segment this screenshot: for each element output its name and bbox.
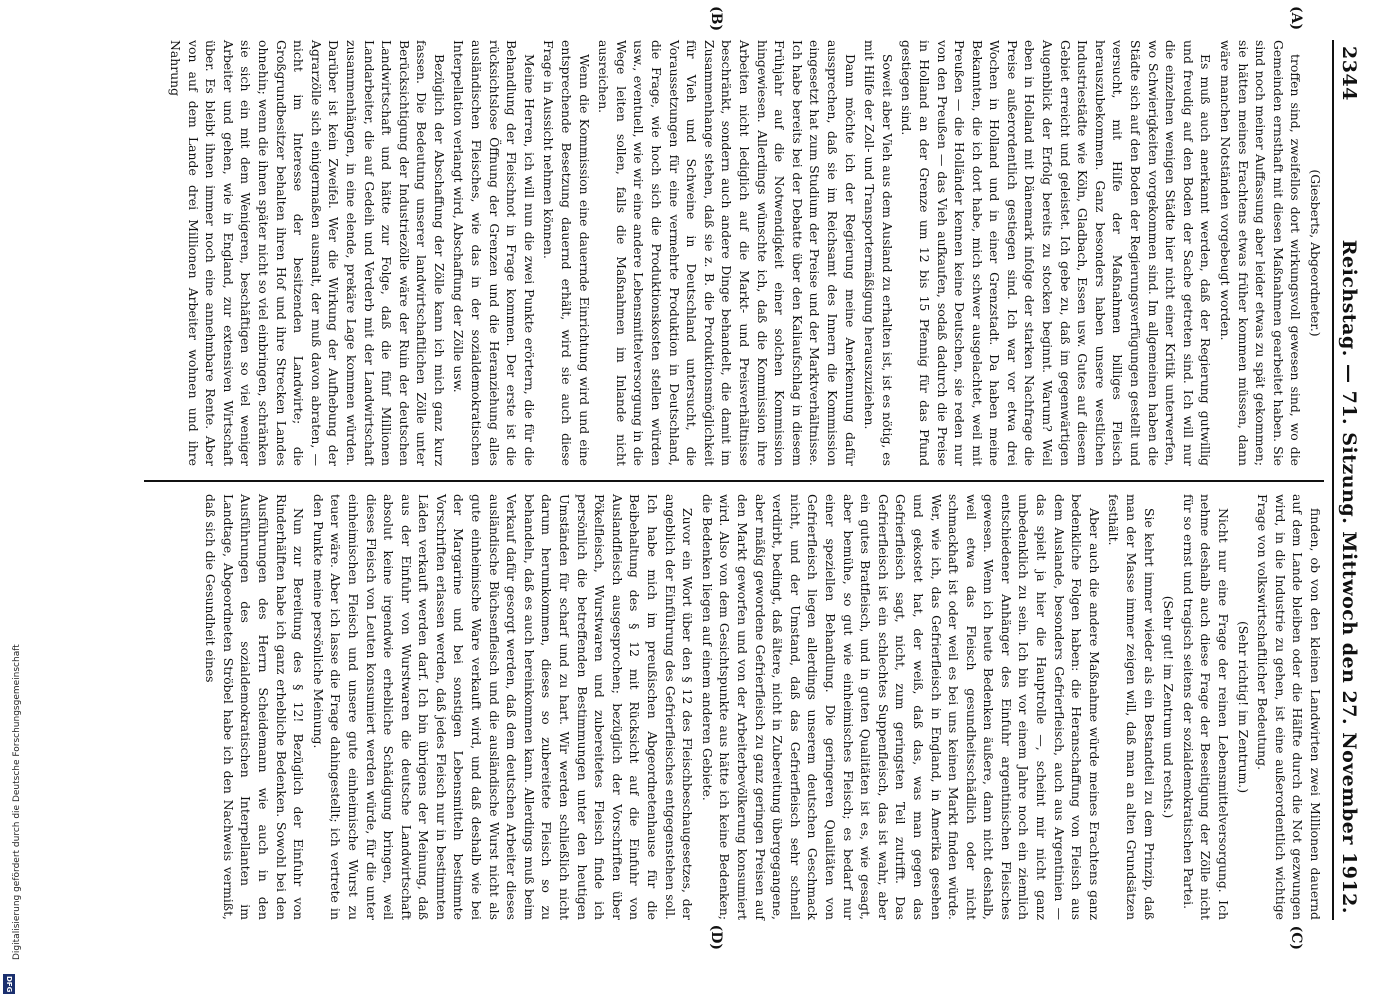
paragraph: Dann möchte ich der Regierung meine Anerkennung dafür aussprechen, daß sie im Reichsamt des Innern die Kommission eingesetzt hat zum Studium der Preise und der Marktverhältnisse. Ich habe bereits bei der Debatte über den Kaliaufschlag in diesem Frühjahr auf die Notwendigkeit einer solchen Kommission hingewiesen. Allerdings wünschte ich, daß die Kommission ihre Arbeiten nicht lediglich auf die Markt- und Preisverhältnisse beschränkt, sondern auch andere Dinge behandelt, die damit im Zusammenhange stehen, daß sie z. B. die Produktionsmöglichkeit für Vieh und Schweine in Deutschland untersucht, die Voraussetzungen für eine vermehrte Produktion in Deutschland, die Frage, wie hoch sich die Produktionskosten stellen würden usw., eventuell, wie wir eine andere Lebensmittelversorgung in die Wege leiten sollen, falls die Maßnahmen im Inlande nicht ausreichen. <box>596 40 858 466</box>
margin-marker-c: (C) <box>1288 925 1304 950</box>
paragraph: Zuvor ein Wort über den § 12 des Fleischbeschaugesetzes, der angeblich der Einführung des Gefrierfleisches entgegenstehen soll. Ich habe mich im preußischen Abgeordnetenhause für die Beibehaltung des § 12 mit Rücksicht auf die Einfuhr von Auslandfleisch ausgesprochen; bezüglich der Vorschriften über Pökelfleisch, Wurstwaren und zubereitetes Fleisch finde ich persönlich die betreffenden Bestimmungen unter den heutigen Umständen für scharf und zu hart. Wir werden schließlich nicht darum herumkommen, dieses so zubereitete Fleisch so zu behandeln, daß es auch hereinkommen kann. Allerdings muß beim Verkauf dafür gesorgt werden, daß dem deutschen Arbeiter dieses ausländische Büchsenfleisch und die ausländische Wurst nicht als gute einheimische Ware verkauft wird, und daß deshalb wie bei der Margarine und bei sonstigen Lebensmitteln bestimmte Vorschriften erlassen werden, daß jedes Fleisch nur in bestimmten Läden verkauft werden darf. Ich bin übrigens der Meinung, daß aus der Einfuhr von Wurstwaren die deutsche Landwirtschaft absolut keine irgendwie erhebliche Schädigung bringen, weil dieses Fleisch von Leuten konsumiert werden würde, für die unter einheimischen Fleisch und unsere gute einheimische Wurst zu teuer wäre. Aber ich lasse die Frage dahingestellt; ich vertrete in den Punkte meine persönliche Meinung. <box>310 494 696 920</box>
paragraph: (Sehr richtig! im Zentrum.) <box>1235 620 1251 794</box>
rotated-document <box>90 6 1360 950</box>
paragraph: Es muß auch anerkannt werden, daß der Regierung gutwillig und freudig auf den Boden der Sache getreten sind. Ich will nur die einzelnen wenigen Städte hier nicht einer Kritik unterwerfen, wo Schwierigkeiten vorgekommen sind. Im allgemeinen haben die Städte sich auf den Boden der Regierungsverfügungen gestellt und versucht, mit Hilfe der Maßnahmen billiges Fleisch herauszubekommen. Ganz besonders haben unsere westlichen Industriestädte wie Köln, Gladbach, Essen usw. Gutes auf diesem Gebiet erreicht und geleistet. Ich gebe zu, daß im gegenwärtigen Augenblick der Erfolg bereits zu stocken beginnt. Warum? Weil eben in Holland mit Dänemark infolge der starken Nachfrage die Preise außerordentlich gestiegen sind. Ich war vor etwa drei Wochen in Holland und in einer Grenzstadt. Da haben meine Bekannten, die ich dort habe, mich schwer ausgelachtet, weil mit Preußen — die Holländer kennen keine Deutschen, sie reden nur von den Preußen — das Vieh aufkaufen, sodaß dadurch die Preise in Holland an der Grenze um 12 bis 15 Pfennig für das Pfund gestiegen sind. <box>899 40 1214 466</box>
funding-credit: Digitalisierung gefördert durch die Deutsche Forschungsgemeinschaft <box>12 644 22 960</box>
left-column <box>144 6 1324 466</box>
paragraph: Wenn die Kommission eine dauernde Einrichtung wird und eine entsprechende Besetzung dauernd erhält, wird sie auch diese Frage in Aussicht nehmen können. <box>541 40 592 466</box>
paragraph: (Sehr gut! im Zentrum und rechts.) <box>1161 595 1177 819</box>
margin-marker-b: (B) <box>708 6 724 32</box>
right-column <box>144 480 1324 950</box>
paragraph: Bezüglich der Abschaffung der Zölle kann ich mich ganz kurz fassen. Die Bedeutung unserer landwirtschaftlichen Zölle unter Berücksichtigung der Industriezölle wäre der Ruin der deutschen Landwirtschaft und hätte zur Folge, daß die fünf Millionen Landarbeiter, die auf Gedeih und Verderb mit der Landwirtschaft zusammenhängen, in eine elende, prekäre Lage kommen würden. Darüber ist kein Zweifel. Wer die Wirkung der Aufhebung der Agrarzölle sich einigermaßen ausmalt, der muß davon abraten, — nicht im Interesse der besitzenden Landwirte; die Großgrundbesitzer behalten ihren Hof und ihre Strecken Landes ohnehin; wenn die ihnen später nicht so viel einbringen, schränken sie sich ein mit dem Wenigeren, beschäftigen so viel weniger Arbeiter und gehen, wie in England, zur extensiven Wirtschaft über. Es bleibt ihnen immer noch eine annehmbare Rente. Aber von auf dem Lande drei Millionen Arbeiter wohnen und ihre Nahrung <box>168 40 447 466</box>
dfg-logo-icon: DFG <box>5 975 13 993</box>
paragraph: finden, ob von den kleinen Landwirten zwei Millionen dauernd auf dem Lande bleiben oder die Hälfte durch die Not gezwungen wird, in die Industrie zu gehen, ist eine außerordentlich wichtige Frage von volkswirtschaftlicher Bedeutung. <box>1255 494 1323 920</box>
page-title: Reichstag. — 71. Sitzung. Mittwoch den 27. November 1912. <box>1338 239 1360 914</box>
speaker-label: (Giesberts, Abgeordneter.) <box>1308 169 1323 337</box>
page-header <box>1332 40 1360 920</box>
page-number: 2344 <box>1338 46 1360 101</box>
paragraph: Nun zur Bereitung des § 12! Bezüglich der Einfuhr von Rinderhälften habe ich ganz erhebliche Bedenken. Sowohl bei den Ausführungen des Herrn Scheidemann wie auch in den Ausführungen des sozialdemokratischen Interpellanten im Landtage, Abgeordneten Ströbel habe ich den Nachweis vermißt, daß sich die Gesundheit eines <box>203 494 307 920</box>
sidebar-credit <box>2 0 22 1000</box>
paragraph: Meine Herren, ich will nun die zwei Punkte erörtern, die für die Behandlung der Fleischnot in Frage kommen. Der erste ist die rücksichtslose Öffnung der Grenzen und die Heranziehung alles ausländischen Fleisches, wie das in der sozialdemokratischen Interpellation verlangt wird, Abschaffung der Zölle usw. <box>451 40 537 466</box>
paragraph: Soweit aber Vieh aus dem Ausland zu erhalten ist, ist es nötig, es mit Hilfe der Zoll- und Transportermäßigung herauszuziehen. <box>862 40 895 466</box>
paragraph: Nicht nur eine Frage der reinen Lebensmittelversorgung. Ich nehme deshalb auch diese Frage der Beseitigung der Zölle nicht für so ernst und tragisch seitens der sozialdemokratischen Partei. <box>1180 494 1232 920</box>
paragraph: troffen sind, zweifellos dort wirkungsvoll gewesen sind, wo die Gemeinden ernsthaft mit diesen Maßnahmen gearbeitet haben. Sie sind noch meiner Auffassung aber leider etwas zu spät gekommen; sie hätten meines Erachtens etwas früher kommen müssen, dann wäre manchen Notständen vorgebeugt worden. <box>1218 40 1304 466</box>
text-columns <box>144 6 1332 950</box>
paragraph: Sie kehrt immer wieder als ein Bestandteil zu dem Prinzip, daß man der Masse immer zeigen will, daß man an alten Grundsätzen festhält. <box>1106 494 1157 920</box>
margin-marker-a: (A) <box>1288 6 1304 31</box>
paragraph: Aber auch die andere Maßnahme würde meines Erachtens ganz bedenkliche Folgen haben: die Heranschaffung von Fleisch aus dem Auslande, besonders Gefrierfleisch, auch aus Argentinien — das spielt ja hier die Hauptrolle —, scheint mir nicht ganz unbedenklich zu sein. Ich bin vor einem Jahre noch ein ziemlich entschiedener Anhänger des Einfuhr argentinischen Fleisches gewesen. Wenn ich heute Bedenken äußere, dann nicht deshalb, weil etwa das Fleisch gesundheitsschädlich oder nicht schmackhaft ist oder weil es bei uns keinen Markt finden würde. Wer, wie ich, das Gefrierfleisch in England, in Amerika gesehen und gekostet hat, der weiß, daß das, was man gegen das Gefrierfleisch sagt, nicht, zum geringsten Teil zutrifft. Das Gefrierfleisch ist ein schlechtes Suppenfleisch, das ist wahr, aber ein gutes Bratfleisch, und in guten Qualitäten ist es, wie gesagt, aber bemühe, so gut wie einheimisches Fleisch; es bedarf nur einer speziellen Behandlung. Die geringeren Qualitäten von Gefrierfleisch liegen allerdings unserem deutschen Geschmack nicht, und der Umstand, daß das Gefrierfleisch sehr schnell verdirbt, bedingt, daß ältere, nicht in Zubereitung übergegangene, aber mäßig gewordene Gefrierfleisch zu ganz geringen Preisen auf den Markt geworfen und von der Arbeiterbevölkerung konsumiert wird. Also von dem Gesichtspunkte aus hätte ich keine Bedenken; die Bedenken liegen auf einem anderen Gebiete. <box>699 494 1102 920</box>
margin-marker-d: (D) <box>708 924 724 950</box>
